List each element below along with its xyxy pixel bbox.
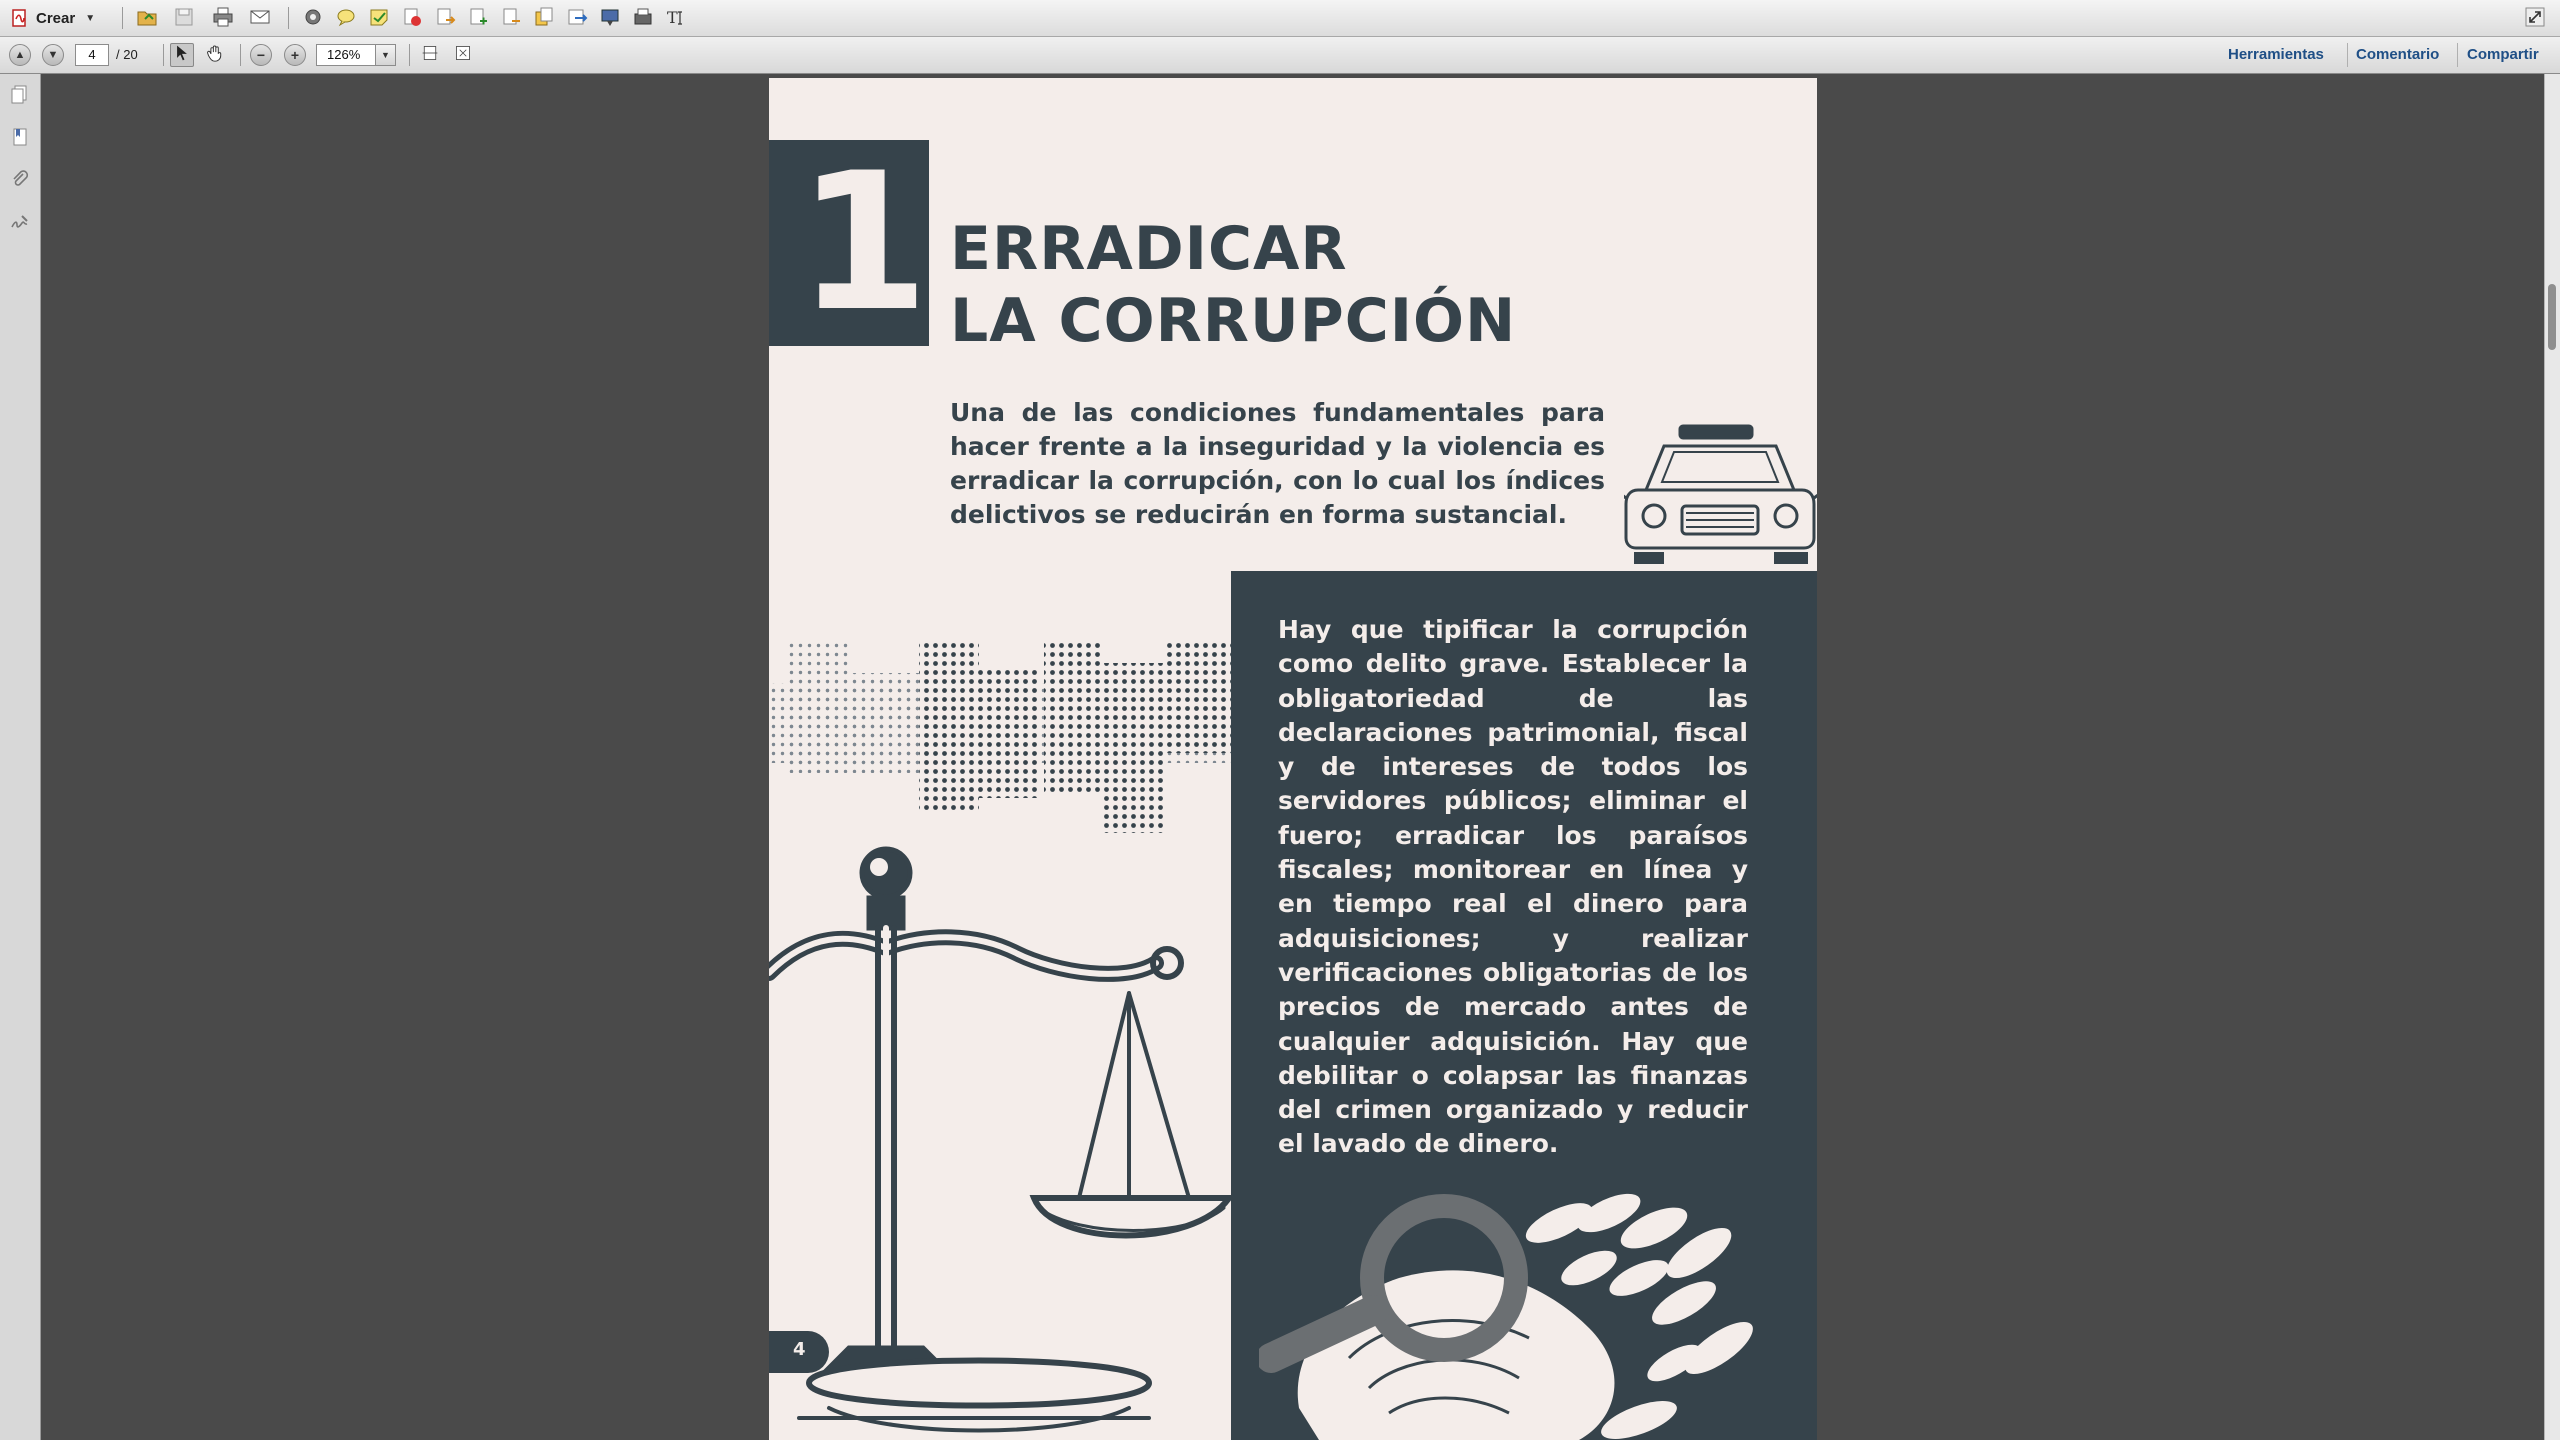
arrow-down-icon: ▼: [47, 49, 59, 61]
send-icon[interactable]: [566, 6, 588, 28]
police-car-illustration: [1624, 418, 1817, 571]
insert-page-icon[interactable]: [467, 6, 489, 28]
cursor-icon: [173, 44, 191, 67]
page-thumbnails-icon[interactable]: [9, 83, 31, 105]
create-pdf-icon: [10, 8, 30, 28]
comment-icon[interactable]: [335, 6, 357, 28]
combine-icon[interactable]: [533, 6, 555, 28]
open-folder-icon[interactable]: [136, 6, 158, 28]
fax-icon[interactable]: [632, 6, 654, 28]
page-number: 4: [793, 1339, 806, 1360]
document-page: [769, 78, 1817, 1440]
title-line-1: ERRADICAR: [950, 214, 1348, 284]
fit-page-button[interactable]: [451, 43, 475, 67]
lead-paragraph: Una de las condiciones fundamentales para hacer frente a la inseguridad y la violencia es erradicar la corrupción, con lo cual los índices delictivos se reducirán en forma sustancial.: [950, 398, 1605, 529]
navigation-toolbar: [0, 37, 2560, 74]
create-button[interactable]: [10, 6, 95, 30]
magnifier-fingerprint-illustration: [1259, 1158, 1817, 1440]
zoom-dropdown[interactable]: [376, 44, 396, 66]
email-icon[interactable]: [249, 6, 271, 28]
toolbar-divider: [288, 7, 289, 29]
signatures-icon[interactable]: [9, 212, 31, 234]
toolbar-divider: [2347, 43, 2348, 67]
fit-width-button[interactable]: [418, 43, 442, 67]
create-button-label: Crear: [36, 9, 76, 27]
attachments-icon[interactable]: [9, 169, 31, 191]
svg-text:T: T: [667, 8, 678, 27]
stamp-icon[interactable]: [401, 6, 423, 28]
save-icon[interactable]: [173, 6, 195, 28]
previous-page-button[interactable]: [9, 44, 31, 66]
fit-width-icon: [421, 44, 439, 67]
share-link[interactable]: Compartir: [2467, 46, 2539, 63]
navigation-pane: [0, 74, 41, 1440]
toolbar-divider: [240, 44, 241, 66]
page-total-label: / 20: [116, 47, 138, 62]
settings-icon[interactable]: [302, 6, 324, 28]
next-page-button[interactable]: [42, 44, 64, 66]
scan-icon[interactable]: [599, 6, 621, 28]
toolbar-divider: [409, 44, 410, 66]
page-title: [950, 213, 1516, 357]
hand-tool-button[interactable]: [203, 43, 227, 67]
bookmarks-icon[interactable]: [9, 126, 31, 148]
title-line-2: LA CORRUPCIÓN: [950, 286, 1517, 356]
page-number-input[interactable]: 4: [75, 44, 109, 66]
extract-page-icon[interactable]: [500, 6, 522, 28]
export-icon[interactable]: [434, 6, 456, 28]
scrollbar-thumb[interactable]: [2548, 284, 2556, 350]
chevron-down-icon: ▼: [381, 50, 390, 60]
tools-link[interactable]: Herramientas: [2228, 46, 2324, 63]
chevron-down-icon: ▼: [85, 12, 96, 24]
main-toolbar: [0, 0, 2560, 37]
plus-icon: +: [290, 47, 300, 63]
zoom-out-button[interactable]: [250, 44, 272, 66]
arrow-up-icon: ▲: [14, 49, 26, 61]
print-icon[interactable]: [212, 6, 234, 28]
toolbar-divider: [122, 7, 123, 29]
section-number: 1: [797, 132, 930, 353]
sticky-note-icon[interactable]: [368, 6, 390, 28]
zoom-in-button[interactable]: [284, 44, 306, 66]
toolbar-divider: [2457, 43, 2458, 67]
comment-link[interactable]: Comentario: [2356, 46, 2440, 63]
text-tool-icon[interactable]: [665, 6, 687, 28]
toolbar-divider: [163, 44, 164, 66]
minus-icon: −: [256, 47, 266, 63]
zoom-level-input[interactable]: 126%: [316, 44, 376, 66]
fullscreen-icon[interactable]: [2524, 6, 2546, 28]
fit-page-icon: [454, 44, 472, 67]
vertical-scrollbar[interactable]: [2544, 74, 2560, 1440]
hand-icon: [206, 44, 224, 67]
body-paragraph: Hay que tipificar la corrupción como delito grave. Establecer la obligatoriedad de las declaraciones patrimonial, fiscal y de intereses de todos los servidores públicos; eliminar el fuero; erradicar los paraísos fiscales; monitorear en línea y en tiempo real el dinero para adquisiciones; y realizar verificaciones obligatorias de los precios de mercado antes de cualquier adquisición. Hay que debilitar o colapsar las finanzas del crimen organizado y reducir el lavado de dinero.: [1278, 615, 1748, 1159]
select-tool-button[interactable]: [170, 43, 194, 67]
scales-of-justice-illustration: [769, 768, 1231, 1440]
